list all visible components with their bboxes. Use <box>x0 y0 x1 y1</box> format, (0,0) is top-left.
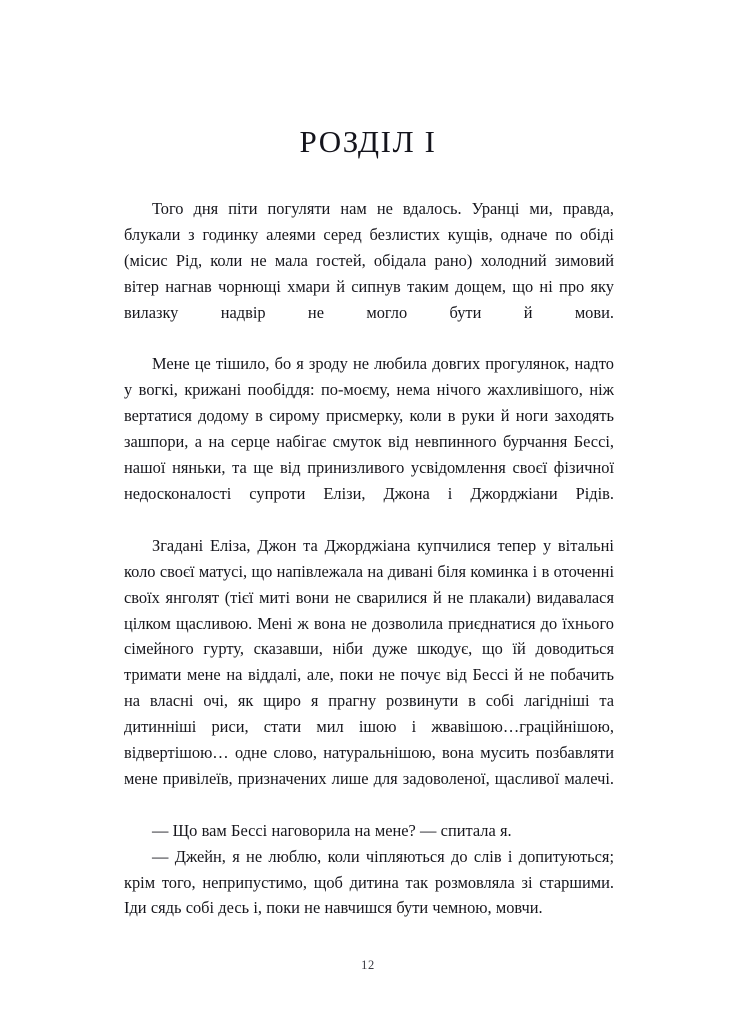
dialogue-line: — Що вам Бессі наговорила на мене? — спитала я. <box>152 820 512 840</box>
paragraph: Мене це тішило, бо я зроду не любила довгих прогулянок, надто у вогкі, крижані пообіддя: по-моєму, нема нічого жахливішого, ніж вертатися додому в сирому присмерку, коли в руки й ноги заходять зашпори, а на серце набігає смуток від невпинного бурчання Бессі, нашої няньки, та ще від принизливого усвідомлення своєї фізичної недосконалості супроти Елізи, Джона і Джорджіани Рідів. <box>124 354 614 503</box>
chapter-title: РОЗДІЛ I <box>299 123 437 159</box>
body-text-block <box>124 196 614 921</box>
paragraph: Згадані Еліза, Джон та Джорджіана купчилися тепер у вітальні коло своєї матусі, що напівлежала на дивані біля коминка і в оточенні своїх янголят (тієї миті вони не сварилися й не плакали) видавалася цілком щасливою. Мені ж вона не дозволила приєднатися до їхнього сімейного гурту, сказавши, ніби дуже шкодує, що їй доводиться тримати мене на віддалі, але, поки не почує від Бессі й не побачить на власні очі, як щиро я прагну розвинути в собі лагідніші та дитинніші риси, стати мил ішою і жвавішою…граційнішою, відвертішою… одне слово, натуральнішою, вона мусить позбавляти мене привілеїв, призначених лише для задоволеної, щасливої малечі. <box>124 535 614 788</box>
dialogue-line: — Джейн, я не люблю, коли чіпляються до слів і допитуються; крім того, неприпустимо, щоб дитина так розмовляла зі старшими. Іди сядь собі десь і, поки не навчишся бути чемною, мовчи. <box>124 846 614 918</box>
page-number: 12 <box>361 958 375 972</box>
paragraph: Того дня піти погуляти нам не вдалось. Уранці ми, правда, блукали з годинку алеями серед безлистих кущів, одначе по обіді (місис Рід, коли не мала гостей, обідала рано) холодний зимовий вітер нагнав чорнющі хмари й сипнув таким дощем, що ні про яку вилазку надвір не могло бути й мови. <box>124 199 614 322</box>
